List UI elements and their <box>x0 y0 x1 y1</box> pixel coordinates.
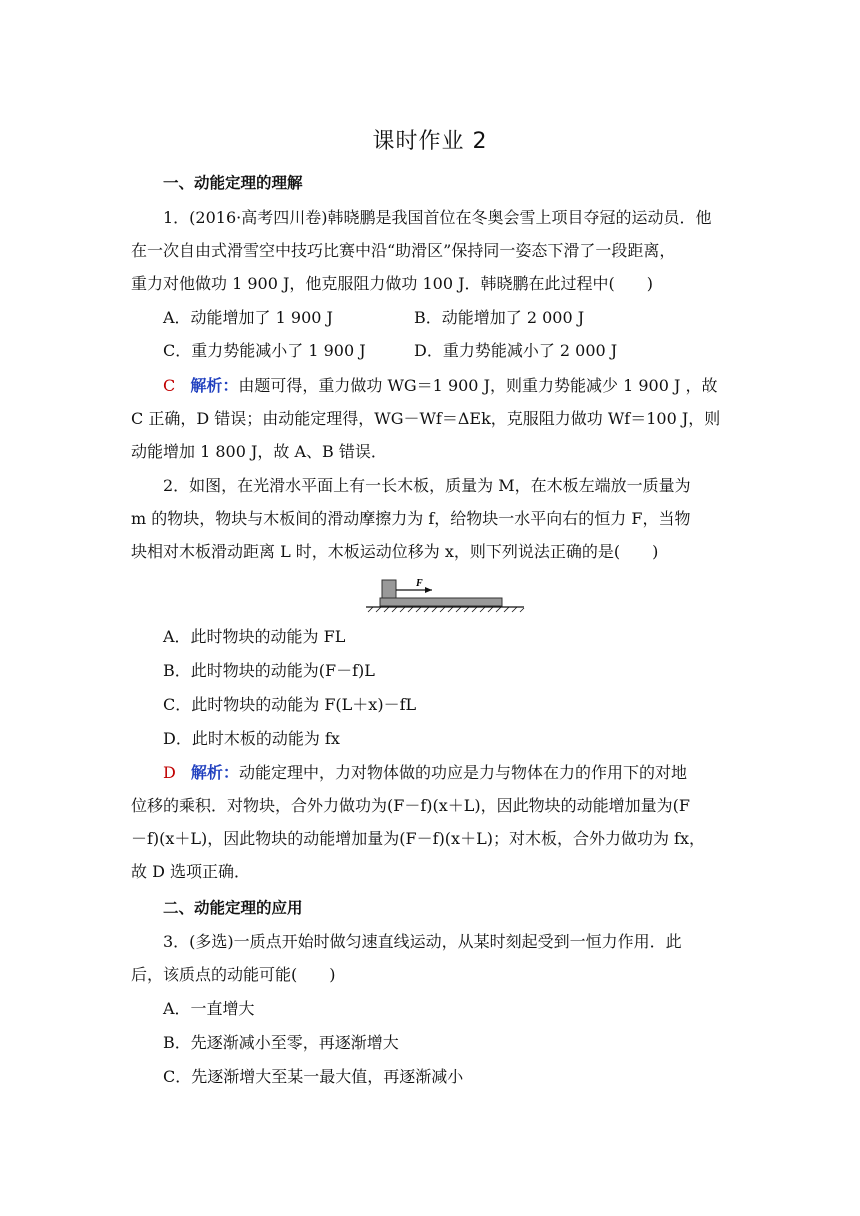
q1-explanation-label: 解析： <box>190 376 239 395</box>
q2-option-b: B．此时物块的动能为(F－f)L <box>163 661 375 680</box>
q1-line-1: 1．(2016·高考四川卷)韩晓鹏是我国首位在冬奥会雪上项目夺冠的运动员．他 <box>163 208 712 227</box>
q1-line-3: 重力对他做功 1 900 J，他克服阻力做功 100 J．韩晓鹏在此过程中( ) <box>131 274 654 293</box>
q2-line-1: 2．如图，在光滑水平面上有一长木板，质量为 M，在木板左端放一质量为 <box>163 476 691 495</box>
q2-explanation-label: 解析： <box>190 763 239 782</box>
q1-option-b: B．动能增加了 2 000 J <box>414 308 585 327</box>
q2-option-c: C．此时物块的动能为 F(L＋x)－fL <box>163 695 417 714</box>
page-title: 课时作业 2 <box>372 129 488 154</box>
q1-explanation-line-3: 动能增加 1 800 J，故 A、B 错误． <box>131 442 387 461</box>
q2-explanation-line-1 <box>163 762 763 784</box>
board <box>380 598 502 606</box>
q1-answer: C <box>163 376 176 395</box>
q2-line-2: m 的物块，物块与木板间的滑动摩擦力为 f，给物块一水平向右的恒力 F，当物 <box>131 509 691 528</box>
q3-option-c: C．先逐渐增大至某一最大值，再逐渐减小 <box>163 1067 464 1086</box>
section-heading-1: 一、动能定理的理解 <box>163 174 303 192</box>
q3-line-1: 3．(多选)一质点开始时做匀速直线运动，从某时刻起受到一恒力作用．此 <box>163 932 682 951</box>
q2-explanation-line-2: 位移的乘积．对物块，合外力做功为(F－f)(x＋L)，因此物块的动能增加量为(F <box>131 796 690 815</box>
q1-explanation-line-2: C 正确，D 错误；由动能定理得，WG－Wf＝ΔEk，克服阻力做功 Wf＝100 J，则 <box>131 409 721 428</box>
force-label: F <box>416 578 423 589</box>
section-heading-2: 二、动能定理的应用 <box>163 899 303 917</box>
q2-explanation-line-4: 故 D 选项正确． <box>131 862 251 881</box>
force-arrowhead <box>425 587 432 593</box>
q1-explanation-text-1: 由题可得，重力做功 WG＝1 900 J，则重力势能减少 1 900 J ，故 <box>238 376 718 395</box>
q1-option-c: C．重力势能减小了 1 900 J <box>163 341 366 360</box>
q3-option-a: A．一直增大 <box>163 999 255 1018</box>
q2-explanation-text-1: 动能定理中，力对物体做的功应是力与物体在力的作用下的对地 <box>238 763 687 782</box>
q1-options-row-1 <box>163 307 763 329</box>
block <box>382 580 396 598</box>
q2-answer: D <box>163 763 176 782</box>
q3-line-2: 后，该质点的动能可能( ) <box>131 965 336 984</box>
q1-explanation-line-1 <box>163 375 763 397</box>
board-block-figure <box>362 576 528 616</box>
q1-option-d: D．重力势能减小了 2 000 J <box>414 341 618 360</box>
q1-line-2: 在一次自由式滑雪空中技巧比赛中沿“助滑区”保持同一姿态下滑了一段距离， <box>131 241 676 260</box>
q1-option-a: A．动能增加了 1 900 J <box>163 308 333 327</box>
q1-options-row-2 <box>163 340 763 362</box>
ground-hatching <box>368 607 524 612</box>
q2-line-3: 块相对木板滑动距离 L 时，木板运动位移为 x，则下列说法正确的是( ) <box>131 542 659 561</box>
q3-option-b: B．先逐渐减小至零，再逐渐增大 <box>163 1033 399 1052</box>
q2-option-d: D．此时木板的动能为 fx <box>163 729 340 748</box>
q2-explanation-line-3: －f)(x＋L)，因此物块的动能增加量为(F－f)(x＋L)；对木板，合外力做功为 fx， <box>131 829 705 848</box>
q2-option-a: A．此时物块的动能为 FL <box>163 627 346 646</box>
